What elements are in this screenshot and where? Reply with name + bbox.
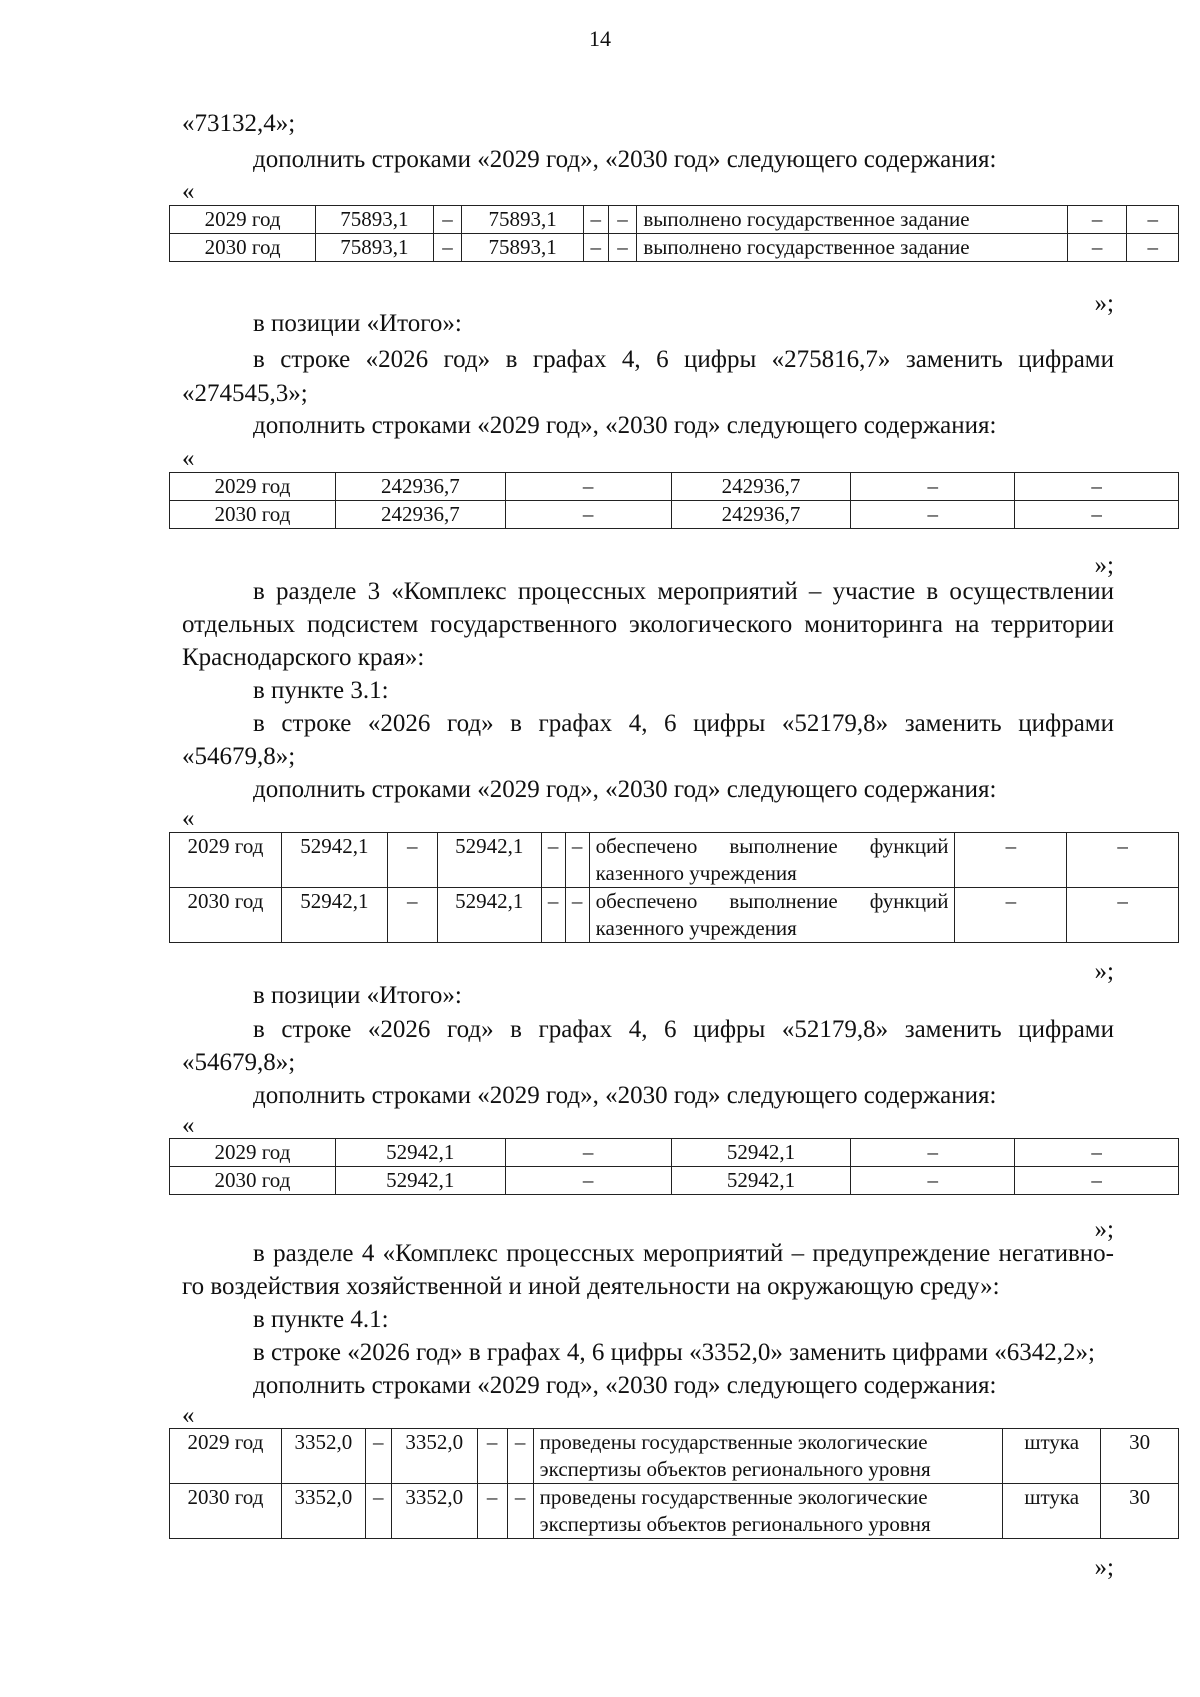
cell-year: 2030 год <box>170 1484 282 1539</box>
cell-value: – <box>1015 1139 1179 1167</box>
text-line: «54679,8»; <box>182 743 296 770</box>
cell-value: – <box>851 501 1015 529</box>
cell-value: – <box>1067 833 1179 888</box>
cell-value: – <box>955 833 1067 888</box>
cell-year: 2030 год <box>170 501 336 529</box>
cell-value: – <box>1015 501 1179 529</box>
page-number: 14 <box>589 26 611 51</box>
cell-quantity: 30 <box>1101 1429 1179 1484</box>
cell-value: 52942,1 <box>281 833 387 888</box>
cell-value: 3352,0 <box>281 1484 365 1539</box>
cell-description: выполнено государственное задание <box>637 206 1067 234</box>
cell-unit: штука <box>1003 1429 1101 1484</box>
open-quote: « <box>182 1112 195 1139</box>
text-line: Краснодарского края»: <box>182 644 425 671</box>
table-row <box>170 1429 1179 1484</box>
cell-value: 52942,1 <box>437 888 541 943</box>
table-row <box>170 234 1179 262</box>
close-quote: »; <box>1094 1554 1114 1581</box>
description-word: функций <box>869 834 949 858</box>
table-row <box>170 1139 1179 1167</box>
text-line: в позиции «Итого»: <box>253 982 462 1009</box>
cell-value: – <box>505 1167 671 1195</box>
description-word: функций <box>869 889 949 913</box>
text-line: «54679,8»; <box>182 1049 296 1076</box>
text-line: дополнить строками «2029 год», «2030 год» следующего содержания: <box>253 1372 997 1399</box>
cell-description <box>589 888 955 943</box>
cell-year: 2030 год <box>170 234 316 262</box>
cell-value: 75893,1 <box>462 206 583 234</box>
cell-value: – <box>433 234 462 262</box>
table-row <box>170 833 1179 888</box>
cell-value: – <box>541 833 565 888</box>
cell-description <box>589 833 955 888</box>
cell-value: – <box>608 206 637 234</box>
cell-value: 3352,0 <box>391 1429 477 1484</box>
cell-value: – <box>1067 206 1127 234</box>
cell-value: 52942,1 <box>335 1139 505 1167</box>
table-5 <box>169 1428 1179 1539</box>
cell-value: – <box>433 206 462 234</box>
text-line: в пункте 4.1: <box>253 1306 389 1333</box>
table-2 <box>169 472 1179 529</box>
cell-year: 2029 год <box>170 833 282 888</box>
cell-value: 52942,1 <box>281 888 387 943</box>
cell-value: – <box>583 206 608 234</box>
table-3 <box>169 832 1179 943</box>
close-quote: »; <box>1094 290 1114 317</box>
close-quote: »; <box>1094 1216 1114 1243</box>
open-quote: « <box>182 178 195 205</box>
cell-value: – <box>1015 473 1179 501</box>
cell-value: – <box>507 1429 533 1484</box>
cell-value: – <box>505 501 671 529</box>
close-quote: »; <box>1094 958 1114 985</box>
cell-value: – <box>1015 1167 1179 1195</box>
text-line: в строке «2026 год» в графах 4, 6 цифры «52179,8» заменить цифрами <box>253 1016 1114 1043</box>
table-row <box>170 888 1179 943</box>
table-row <box>170 1167 1179 1195</box>
cell-value: – <box>851 1139 1015 1167</box>
cell-value: – <box>477 1429 507 1484</box>
cell-value: – <box>1127 206 1179 234</box>
description-word: обеспечено <box>595 889 698 913</box>
cell-value: – <box>955 888 1067 943</box>
cell-value: – <box>365 1429 391 1484</box>
cell-value: – <box>507 1484 533 1539</box>
cell-year: 2029 год <box>170 1429 282 1484</box>
text-line: в строке «2026 год» в графах 4, 6 цифры «275816,7» заменить цифрами <box>253 346 1114 373</box>
cell-value: – <box>1067 234 1127 262</box>
description-line: экспертизы объектов регионального уровня <box>539 1512 931 1536</box>
text-line: дополнить строками «2029 год», «2030 год» следующего содержания: <box>253 776 997 803</box>
open-quote: « <box>182 805 195 832</box>
text-line: в пункте 3.1: <box>253 677 389 704</box>
text-line: отдельных подсистем государственного экологического мониторинга на территории <box>182 611 1114 638</box>
text-line: дополнить строками «2029 год», «2030 год» следующего содержания: <box>253 1082 997 1109</box>
cell-year: 2029 год <box>170 206 316 234</box>
cell-value: – <box>505 473 671 501</box>
text-line: в позиции «Итого»: <box>253 310 462 337</box>
cell-value: – <box>851 1167 1015 1195</box>
text-line: «73132,4»; <box>182 110 296 137</box>
cell-value: – <box>565 833 589 888</box>
cell-value: 3352,0 <box>281 1429 365 1484</box>
cell-value: 75893,1 <box>316 234 433 262</box>
cell-year: 2029 год <box>170 1139 336 1167</box>
description-line: проведены государственные экологические <box>539 1430 928 1454</box>
cell-year: 2030 год <box>170 888 282 943</box>
cell-value: – <box>387 888 437 943</box>
description-word: выполнение <box>729 834 838 858</box>
cell-value: – <box>565 888 589 943</box>
table-row <box>170 501 1179 529</box>
text-line: дополнить строками «2029 год», «2030 год» следующего содержания: <box>253 146 997 173</box>
description-line: экспертизы объектов регионального уровня <box>539 1457 931 1481</box>
table-1 <box>169 205 1179 262</box>
text-line: в строке «2026 год» в графах 4, 6 цифры «3352,0» заменить цифрами «6342,2»; <box>253 1339 1096 1366</box>
cell-value: – <box>505 1139 671 1167</box>
cell-value: – <box>365 1484 391 1539</box>
description-word: выполнение <box>729 889 838 913</box>
cell-description <box>533 1429 1003 1484</box>
cell-value: 3352,0 <box>391 1484 477 1539</box>
description-line: казенного учреждения <box>595 916 797 940</box>
cell-value: 242936,7 <box>671 473 851 501</box>
cell-value: – <box>541 888 565 943</box>
cell-value: 242936,7 <box>335 501 505 529</box>
cell-value: 52942,1 <box>671 1167 851 1195</box>
cell-description: выполнено государственное задание <box>637 234 1067 262</box>
cell-value: – <box>387 833 437 888</box>
cell-value: 75893,1 <box>462 234 583 262</box>
text-line: дополнить строками «2029 год», «2030 год» следующего содержания: <box>253 412 997 439</box>
table-row <box>170 473 1179 501</box>
cell-value: – <box>608 234 637 262</box>
cell-value: – <box>1067 888 1179 943</box>
cell-value: – <box>1127 234 1179 262</box>
cell-value: 75893,1 <box>316 206 433 234</box>
cell-year: 2030 год <box>170 1167 336 1195</box>
table-row <box>170 206 1179 234</box>
cell-unit: штука <box>1003 1484 1101 1539</box>
text-line: в строке «2026 год» в графах 4, 6 цифры «52179,8» заменить цифрами <box>253 710 1114 737</box>
cell-value: 242936,7 <box>671 501 851 529</box>
cell-year: 2029 год <box>170 473 336 501</box>
cell-value: 52942,1 <box>437 833 541 888</box>
open-quote: « <box>182 445 195 472</box>
cell-value: – <box>583 234 608 262</box>
open-quote: « <box>182 1402 195 1429</box>
table-4 <box>169 1138 1179 1195</box>
text-line: «274545,3»; <box>182 380 308 407</box>
cell-value: 52942,1 <box>335 1167 505 1195</box>
close-quote: »; <box>1094 552 1114 579</box>
text-line: го воздействия хозяйственной и иной деятельности на окружающую среду»: <box>182 1273 1000 1300</box>
text-line: в разделе 3 «Комплекс процессных мероприятий – участие в осуществлении <box>253 578 1114 605</box>
cell-value: 52942,1 <box>671 1139 851 1167</box>
text-line: в разделе 4 «Комплекс процессных мероприятий – предупреждение негативно- <box>253 1240 1114 1267</box>
description-line: проведены государственные экологические <box>539 1485 928 1509</box>
cell-quantity: 30 <box>1101 1484 1179 1539</box>
cell-value: 242936,7 <box>335 473 505 501</box>
table-row <box>170 1484 1179 1539</box>
cell-value: – <box>477 1484 507 1539</box>
description-word: обеспечено <box>595 834 698 858</box>
cell-value: – <box>851 473 1015 501</box>
description-line: казенного учреждения <box>595 861 797 885</box>
cell-description <box>533 1484 1003 1539</box>
